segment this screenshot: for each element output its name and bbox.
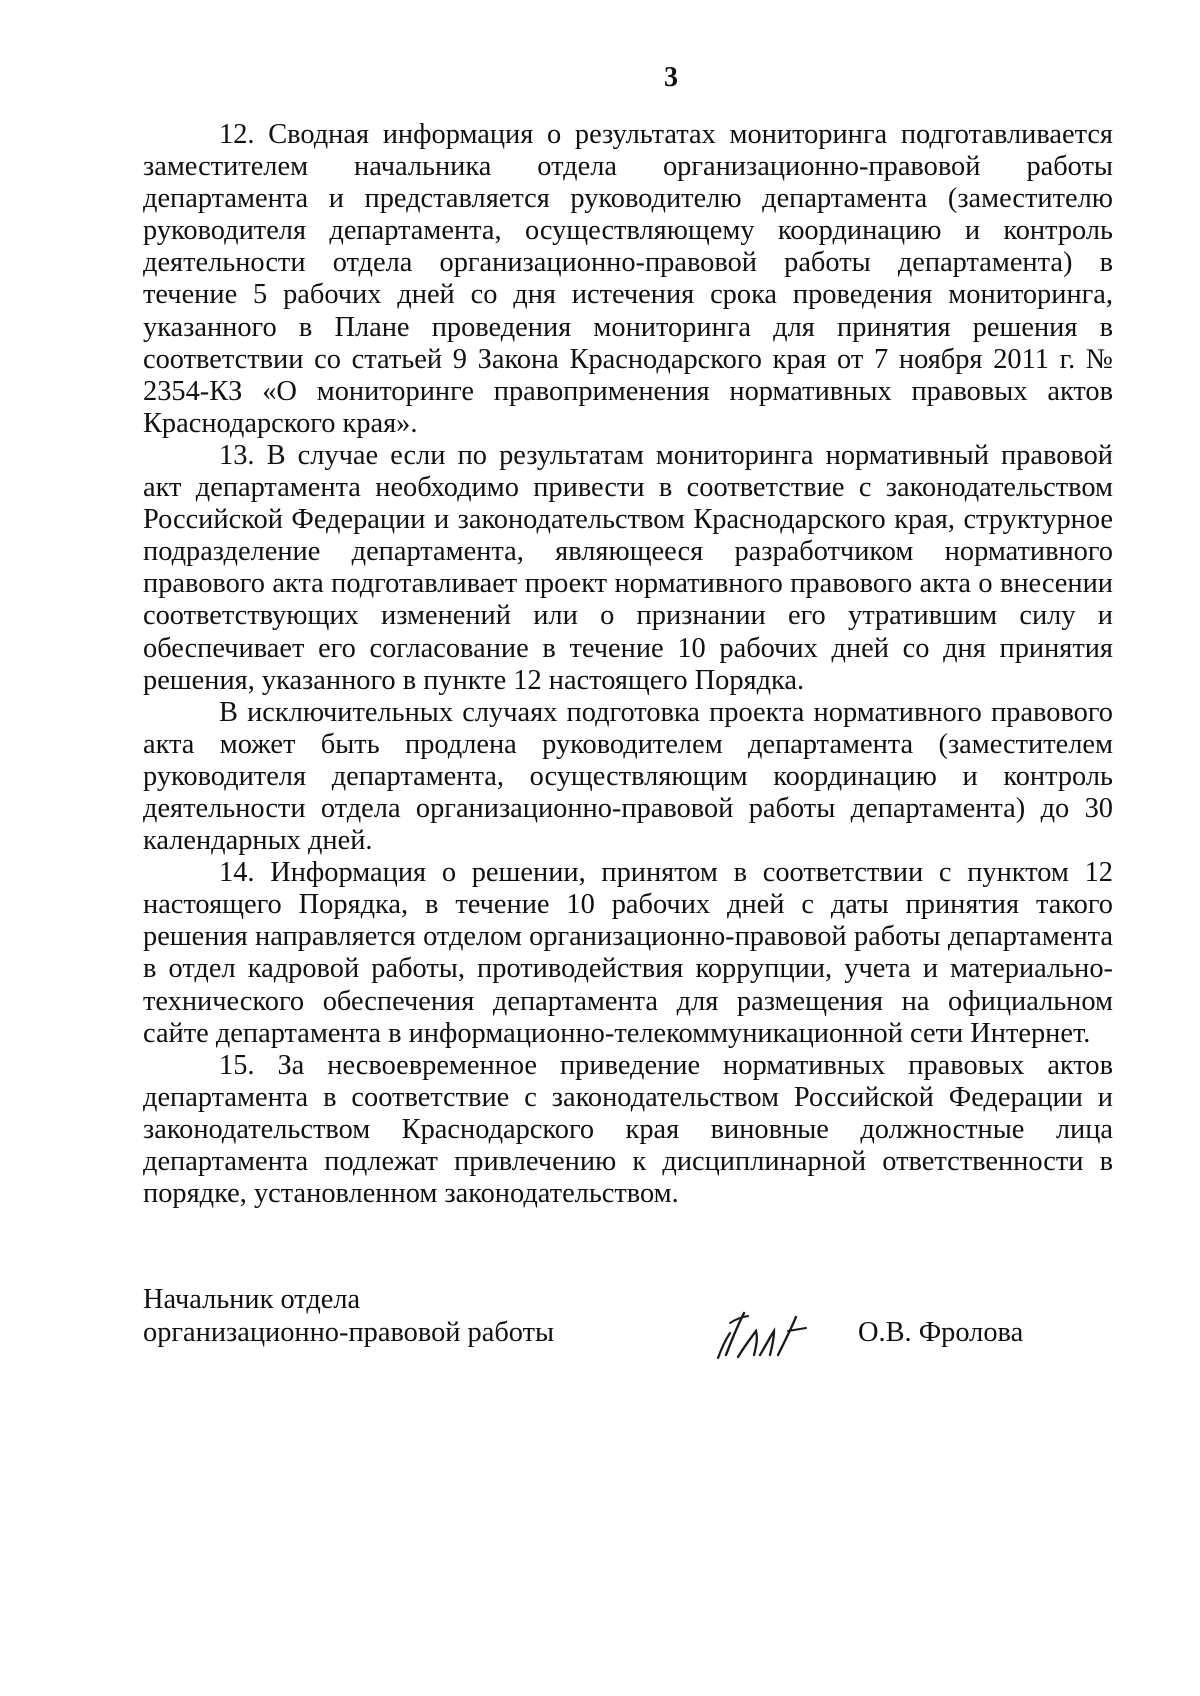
signatory-title-line-1: Начальник отдела: [143, 1284, 361, 1315]
page-number: 3: [664, 62, 678, 93]
paragraph-15: 15. За несвоевременное приведение нормативных правовых актов департамента в соответствие с законодательством Российской Федерации и законодательством Краснодарского края виновные должностные лица департамента подлежат привлечению к дисциплинарной ответственности в порядке, установленном законодательством.: [143, 1049, 1113, 1210]
signatory-name: О.В. Фролова: [858, 1317, 1024, 1348]
paragraph-12: 12. Сводная информация о результатах мониторинга подготавливается заместителем начальника отдела организационно-правовой работы департамента и представляется руководителю департамента (заместителю руководителя департамента, осуществляющему координацию и контроль деятельности отдела организационно-правовой работы департамента) в течение 5 рабочих дней со дня истечения срока проведения мониторинга, указанного в Плане проведения мониторинга для принятия решения в соответствии со статьей 9 Закона Краснодарского края от 7 ноября 2011 г. № 2354-КЗ «О мониторинге правоприменения нормативных правовых актов Краснодарского края».: [143, 119, 1113, 439]
handwritten-signature: [708, 1303, 823, 1363]
signatory-title-line-2: организационно-правовой работы: [143, 1317, 555, 1348]
paragraph-13: 13. В случае если по результатам мониторинга нормативный правовой акт департамента необходимо привести в соответствие с законодательством Российской Федерации и законодательством Краснодарского края, структурное подразделение департамента, являющееся разработчиком нормативного правового акта подготавливает проект нормативного правового акта о внесении соответствующих изменений или о признании его утратившим силу и обеспечивает его согласование в течение 10 рабочих дней со дня принятия решения, указанного в пункте 12 настоящего Порядка.: [143, 439, 1113, 696]
paragraph-13-exception: В исключительных случаях подготовка проекта нормативного правового акта может быть продлена руководителем департамента (заместителем руководителя департамента, осуществляющим координацию и контроль деятельности отдела организационно-правовой работы департамента) до 30 календарных дней.: [143, 696, 1113, 857]
document-body: [143, 119, 1113, 1210]
signature-block: [143, 1283, 1113, 1349]
paragraph-14: 14. Информация о решении, принятом в соответствии с пунктом 12 настоящего Порядка, в течение 10 рабочих дней с даты принятия такого решения направляется отделом организационно-правовой работы департамента в отдел кадровой работы, противодействия коррупции, учета и материально-технического обеспечения департамента для размещения на официальном сайте департамента в информационно-телекоммуникационной сети Интернет.: [143, 857, 1113, 1049]
